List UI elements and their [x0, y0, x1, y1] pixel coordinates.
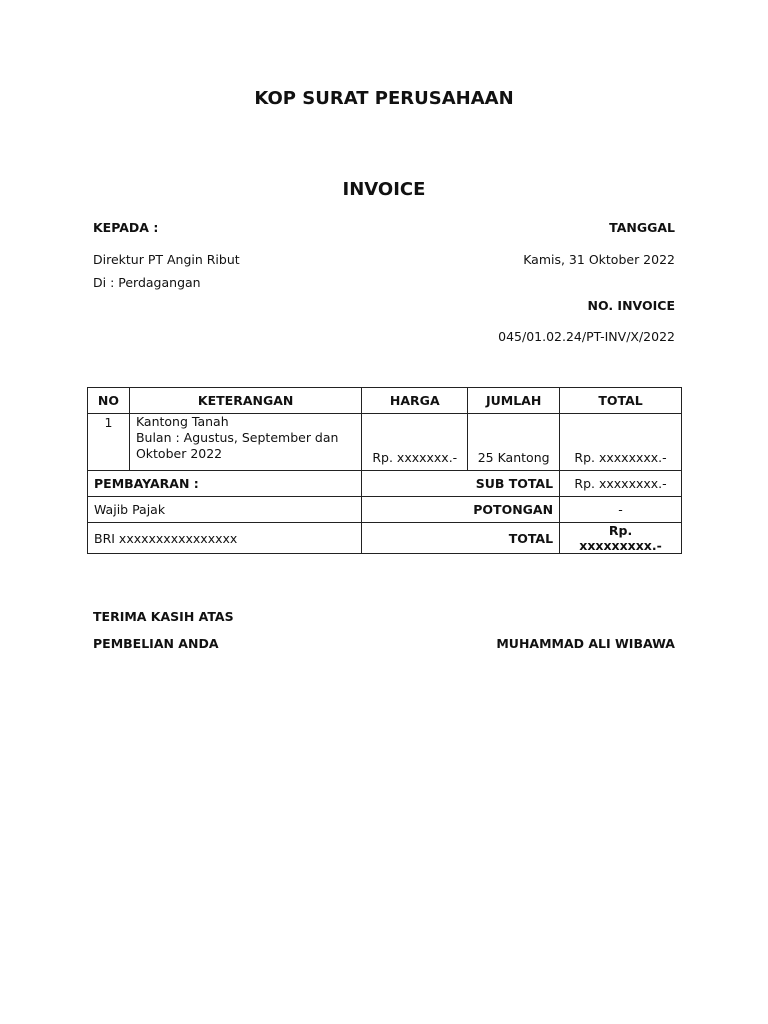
letterhead: KOP SURAT PERUSAHAAN	[254, 88, 514, 109]
bank-account: BRI xxxxxxxxxxxxxxxx	[88, 523, 362, 554]
closing-line-1: TERIMA KASIH ATAS	[93, 609, 234, 624]
total-row	[88, 523, 682, 554]
tax-label: Wajib Pajak	[88, 497, 362, 523]
header-price: HARGA	[362, 388, 468, 414]
closing-line-2: PEMBELIAN ANDA	[93, 636, 219, 651]
item-description-line-2: Bulan : Agustus, September dan	[135, 430, 339, 445]
invoice-number-label: NO. INVOICE	[587, 298, 675, 313]
header-total: TOTAL	[560, 388, 682, 414]
table-row	[88, 414, 682, 471]
discount-row	[88, 497, 682, 523]
discount-label: POTONGAN	[362, 497, 560, 523]
subtotal-label: SUB TOTAL	[362, 471, 560, 497]
payment-label: PEMBAYARAN :	[88, 471, 362, 497]
recipient-name: Direktur PT Angin Ribut	[93, 252, 240, 267]
item-description-line-1: Kantong Tanah	[135, 414, 229, 429]
subtotal-value: Rp. xxxxxxxx.-	[560, 471, 682, 497]
item-description-line-3: Oktober 2022	[135, 446, 223, 461]
item-price: Rp. xxxxxxx.-	[362, 414, 468, 471]
date-value: Kamis, 31 Oktober 2022	[523, 252, 675, 267]
grand-total-value: Rp. xxxxxxxxx.-	[560, 523, 682, 554]
recipient-location: Di : Perdagangan	[93, 275, 201, 290]
recipient-label: KEPADA :	[93, 220, 159, 235]
header-description: KETERANGAN	[129, 388, 361, 414]
signatory-name: MUHAMMAD ALI WIBAWA	[496, 636, 675, 651]
item-total: Rp. xxxxxxxx.-	[560, 414, 682, 471]
table-header-row	[88, 388, 682, 414]
invoice-number-value: 045/01.02.24/PT-INV/X/2022	[498, 329, 675, 344]
item-no: 1	[88, 414, 130, 471]
date-label: TANGGAL	[609, 220, 675, 235]
invoice-table	[87, 387, 682, 554]
header-no: NO	[88, 388, 130, 414]
grand-total-label: TOTAL	[362, 523, 560, 554]
invoice-title: INVOICE	[342, 179, 426, 200]
item-quantity: 25 Kantong	[468, 414, 560, 471]
subtotal-row	[88, 471, 682, 497]
discount-value: -	[560, 497, 682, 523]
header-quantity: JUMLAH	[468, 388, 560, 414]
item-description	[129, 414, 361, 471]
